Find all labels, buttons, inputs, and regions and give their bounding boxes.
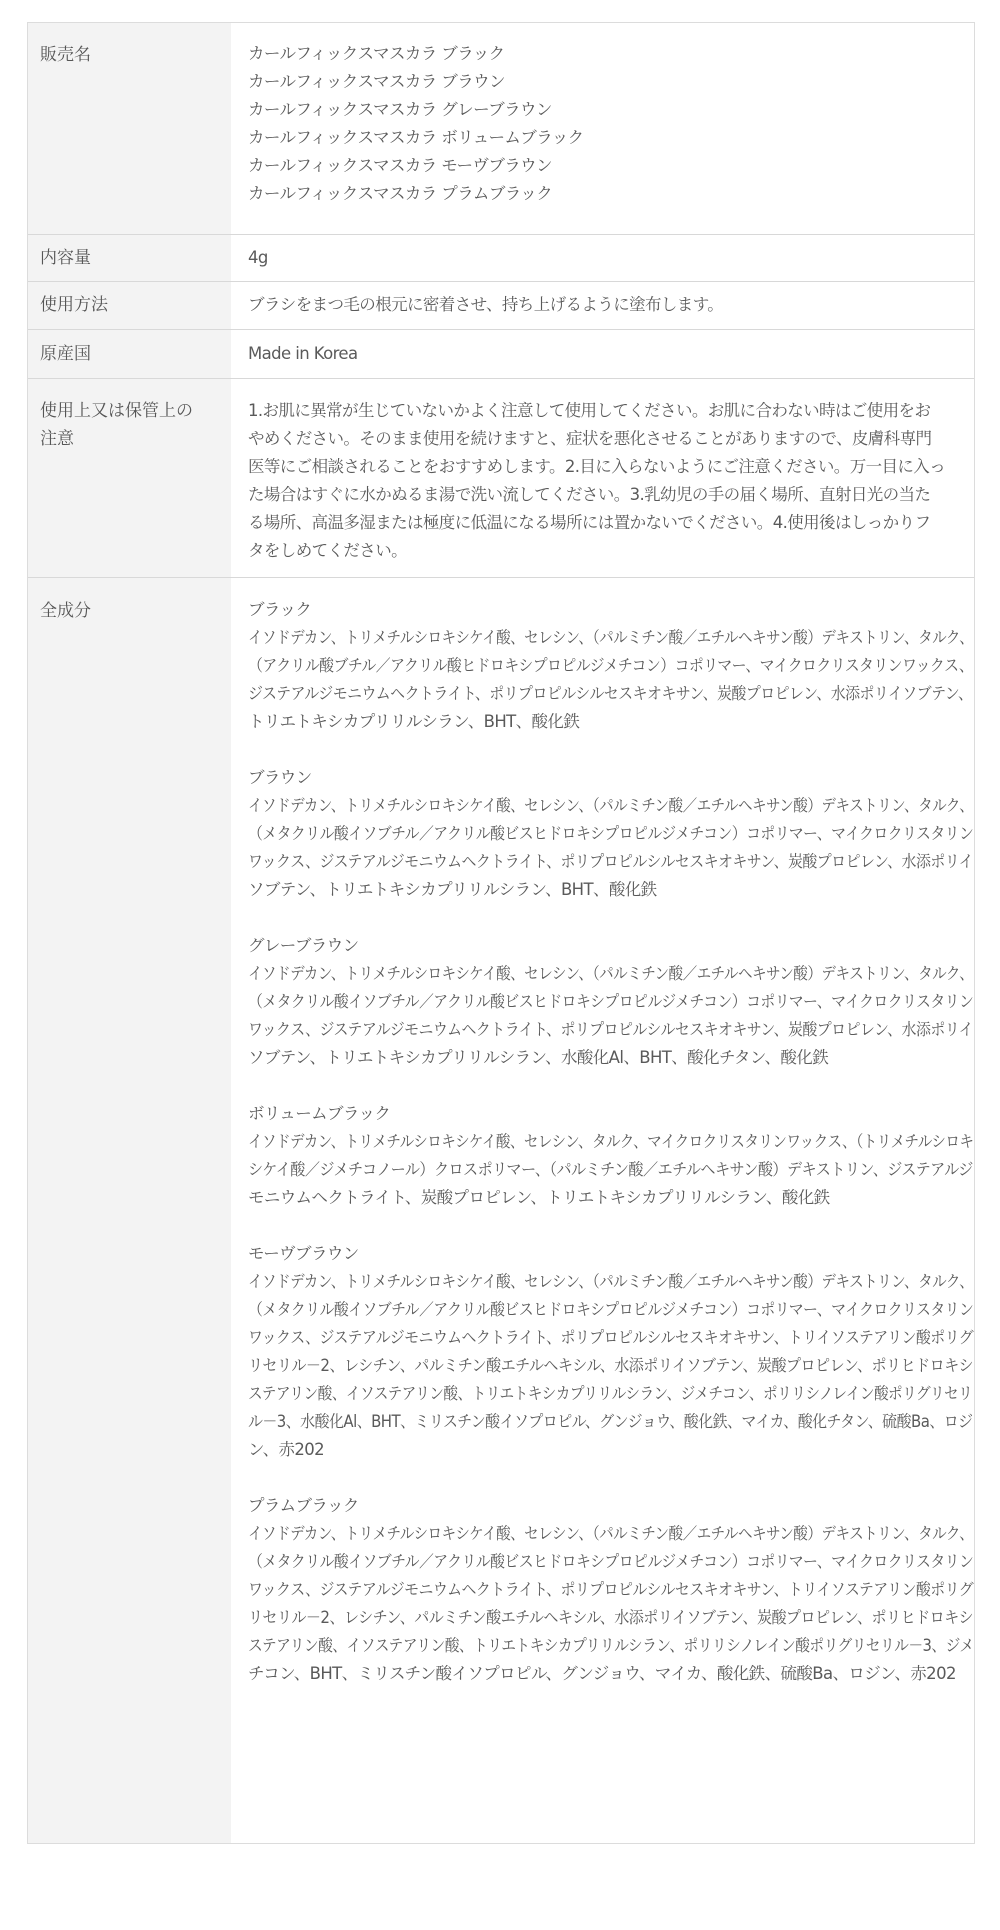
ingredient-line: ジステアルジモニウムヘクトライト、ポリプロピルシルセスキオキサン、炭酸プロピレン、水添ポリイソブテン、 <box>248 684 973 703</box>
ingredient-line: トリエトキシカプリリルシラン、BHT、酸化鉄 <box>248 712 580 731</box>
row-sales-name <box>28 23 974 235</box>
row-volume <box>28 235 974 282</box>
ingredient-line: モニウムヘクトライト、炭酸プロピレン、トリエトキシカプリリルシラン、酸化鉄 <box>248 1188 830 1207</box>
row-label: 内容量 <box>40 248 91 268</box>
variant-name: プラムブラック <box>248 1496 359 1515</box>
row-ingredients <box>28 578 974 1843</box>
product-name: カールフィックスマスカラ プラムブラック <box>248 184 553 203</box>
ingredient-line: （メタクリル酸イソブチル／アクリル酸ビスヒドロキシプロピルジメチコン）コポリマー、マイクロクリスタリン <box>248 824 974 843</box>
product-name: カールフィックスマスカラ グレーブラウン <box>248 100 552 119</box>
precaution-line: タをしめてください。 <box>248 541 408 560</box>
ingredient-line: （メタクリル酸イソブチル／アクリル酸ビスヒドロキシプロピルジメチコン）コポリマー、マイクロクリスタリン <box>248 1300 974 1319</box>
precaution-line: た場合はすぐに水かぬるま湯で洗い流してください。3.乳幼児の手の届く場所、直射日光の当た <box>248 485 931 504</box>
usage-value: ブラシをまつ毛の根元に密着させ、持ち上げるように塗布します。 <box>248 295 724 314</box>
variant-name: ボリュームブラック <box>248 1104 391 1123</box>
product-name: カールフィックスマスカラ モーヴブラウン <box>248 156 552 175</box>
ingredient-line: ワックス、ジステアルジモニウムヘクトライト、ポリプロピルシルセスキオキサン、炭酸プロピレン、水添ポリイ <box>248 852 974 871</box>
ingredient-variant-gray-brown <box>248 932 974 1072</box>
ingredient-line: イソドデカン、トリメチルシロキシケイ酸、セレシン、（パルミチン酸／エチルヘキサン酸）デキストリン、タルク、 <box>248 628 974 647</box>
ingredient-variant-mauve-brown <box>248 1240 974 1464</box>
ingredient-variant-volume-black <box>248 1100 974 1212</box>
precaution-line: る場所、高温多湿または極度に低温になる場所には置かないでください。4.使用後はしっかりフ <box>248 513 931 532</box>
ingredient-line: リセリル－2、レシチン、パルミチン酸エチルヘキシル、水添ポリイソブテン、炭酸プロピレン、ポリヒドロキシ <box>248 1608 974 1627</box>
ingredient-line: イソドデカン、トリメチルシロキシケイ酸、セレシン、（パルミチン酸／エチルヘキサン酸）デキストリン、タルク、 <box>248 1272 974 1291</box>
variant-name: モーヴブラウン <box>248 1244 359 1263</box>
ingredient-line: ワックス、ジステアルジモニウムヘクトライト、ポリプロピルシルセスキオキサン、トリイソステアリン酸ポリグ <box>248 1580 974 1599</box>
ingredients-list <box>248 596 974 1716</box>
ingredient-line: ソブテン、トリエトキシカプリリルシラン、水酸化Al、BHT、酸化チタン、酸化鉄 <box>248 1048 829 1067</box>
row-label: 使用方法 <box>40 295 108 315</box>
ingredient-line: ステアリン酸、イソステアリン酸、トリエトキシカプリリルシラン、ジメチコン、ポリリシノレイン酸ポリグリセリ <box>248 1384 973 1403</box>
variant-name: ブラウン <box>248 768 312 787</box>
ingredient-variant-black <box>248 596 974 736</box>
ingredient-variant-brown <box>248 764 974 904</box>
variant-ingredients <box>248 960 974 1072</box>
variant-name: ブラック <box>248 600 312 619</box>
ingredient-line: イソドデカン、トリメチルシロキシケイ酸、セレシン、（パルミチン酸／エチルヘキサン酸）デキストリン、タルク、 <box>248 1524 974 1543</box>
ingredient-line: ル－3、水酸化Al、BHT、ミリスチン酸イソプロピル、グンジョウ、酸化鉄、マイカ、酸化チタン、硫酸Ba、ロジ <box>248 1412 973 1431</box>
ingredient-line: ソブテン、トリエトキシカプリリルシラン、BHT、酸化鉄 <box>248 880 657 899</box>
precautions-text <box>248 397 968 565</box>
variant-ingredients <box>248 792 974 904</box>
product-spec-table <box>27 22 975 1844</box>
ingredient-line: チコン、BHT、ミリスチン酸イソプロピル、グンジョウ、マイカ、酸化鉄、硫酸Ba、ロジン、赤202 <box>248 1664 956 1683</box>
origin-value: Made in Korea <box>248 344 358 363</box>
sales-name-list <box>248 40 968 208</box>
ingredient-line: リセリル－2、レシチン、パルミチン酸エチルヘキシル、水添ポリイソブテン、炭酸プロピレン、ポリヒドロキシ <box>248 1356 974 1375</box>
variant-name: グレーブラウン <box>248 936 359 955</box>
variant-ingredients <box>248 1268 974 1464</box>
variant-ingredients <box>248 1520 974 1688</box>
row-label <box>28 397 231 453</box>
precaution-line: 医等にご相談されることをおすすめします。2.目に入らないようにご注意ください。万一目に入っ <box>248 457 946 476</box>
ingredient-line: （メタクリル酸イソブチル／アクリル酸ビスヒドロキシプロピルジメチコン）コポリマー、マイクロクリスタリン <box>248 992 974 1011</box>
row-label: 販売名 <box>40 45 91 65</box>
product-name: カールフィックスマスカラ ボリュームブラック <box>248 128 584 147</box>
variant-ingredients <box>248 624 974 736</box>
volume-value: 4g <box>248 248 268 267</box>
ingredient-line: イソドデカン、トリメチルシロキシケイ酸、セレシン、（パルミチン酸／エチルヘキサン酸）デキストリン、タルク、 <box>248 796 974 815</box>
row-label: 原産国 <box>40 344 91 364</box>
row-label-line: 注意 <box>40 429 74 449</box>
ingredient-line: ステアリン酸、イソステアリン酸、トリエトキシカプリリルシラン、ポリリシノレイン酸ポリグリセリル－3、ジメ <box>248 1636 974 1655</box>
row-precautions <box>28 379 974 578</box>
product-name: カールフィックスマスカラ ブラック <box>248 44 505 63</box>
product-name: カールフィックスマスカラ ブラウン <box>248 72 505 91</box>
ingredient-line: ン、赤202 <box>248 1440 325 1459</box>
row-usage <box>28 282 974 330</box>
variant-ingredients <box>248 1128 974 1212</box>
ingredient-line: ワックス、ジステアルジモニウムヘクトライト、ポリプロピルシルセスキオキサン、炭酸プロピレン、水添ポリイ <box>248 1020 974 1039</box>
ingredient-line: （メタクリル酸イソブチル／アクリル酸ビスヒドロキシプロピルジメチコン）コポリマー、マイクロクリスタリン <box>248 1552 974 1571</box>
ingredient-variant-plum-black <box>248 1492 974 1688</box>
row-origin <box>28 330 974 379</box>
precaution-line: 1.お肌に異常が生じていないかよく注意して使用してください。お肌に合わない時はご使用をお <box>248 401 931 420</box>
precaution-line: やめください。そのまま使用を続けますと、症状を悪化させることがありますので、皮膚科専門 <box>248 429 932 448</box>
row-label: 全成分 <box>40 601 91 621</box>
ingredient-line: イソドデカン、トリメチルシロキシケイ酸、セレシン、（パルミチン酸／エチルヘキサン酸）デキストリン、タルク、 <box>248 964 974 983</box>
row-label-line: 使用上又は保管上の <box>40 401 193 421</box>
ingredient-line: シケイ酸／ジメチコノール）クロスポリマー、（パルミチン酸／エチルヘキサン酸）デキストリン、ジステアルジ <box>248 1160 973 1179</box>
ingredient-line: イソドデカン、トリメチルシロキシケイ酸、セレシン、タルク、マイクロクリスタリンワックス、（トリメチルシロキ <box>248 1132 974 1151</box>
ingredient-line: （アクリル酸ブチル／アクリル酸ヒドロキシプロピルジメチコン）コポリマー、マイクロクリスタリンワックス、 <box>248 656 974 675</box>
ingredient-line: ワックス、ジステアルジモニウムヘクトライト、ポリプロピルシルセスキオキサン、トリイソステアリン酸ポリグ <box>248 1328 974 1347</box>
